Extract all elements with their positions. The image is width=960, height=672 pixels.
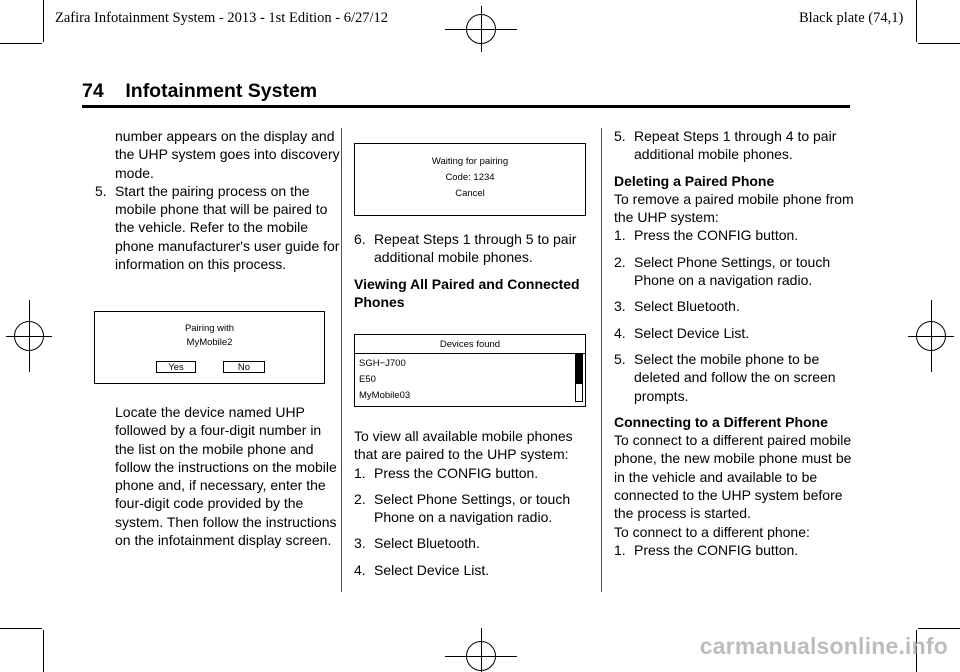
list-item (614, 253, 854, 290)
list-number: 5. (614, 350, 626, 367)
screen-title: Devices found (439, 339, 501, 350)
screen-title: Pairing with (184, 323, 235, 334)
list-item (614, 297, 854, 315)
column-1 (95, 127, 340, 273)
device-item[interactable]: SGH−J700 (359, 358, 406, 369)
list-text: Select Phone Settings, or touch Phone on a navigation radio. (634, 253, 831, 289)
subheading: Connecting to a Different Phone (614, 413, 828, 430)
paragraph: To remove a paired mobile phone from the UHP system: (614, 190, 854, 226)
list-number: 3. (354, 535, 366, 552)
crop-mark (918, 43, 960, 44)
list-item (614, 350, 854, 405)
list-number: 1. (354, 464, 366, 481)
no-button[interactable]: No (223, 361, 265, 373)
crop-mark (43, 630, 44, 672)
list-item (354, 490, 594, 527)
list-number: 1. (614, 227, 626, 244)
heading-rule (82, 105, 850, 108)
crop-mark (916, 0, 917, 42)
list-number: 6. (354, 231, 366, 247)
screen-device-name: MyMobile2 (186, 337, 233, 348)
column-2-lower (354, 427, 594, 579)
cancel-button[interactable]: Cancel (455, 188, 485, 199)
paragraph: To view all available mobile phones that are paired to the UHP system: (354, 428, 573, 463)
list-item (354, 230, 594, 267)
crop-mark (0, 43, 42, 44)
list-item (614, 226, 854, 244)
list-text: Select Bluetooth. (634, 298, 740, 315)
screen-divider (355, 353, 585, 354)
device-item[interactable]: MyMobile03 (359, 390, 411, 401)
paragraph: Locate the device named UHP followed by a four-digit number in the list on the mobile phone and follow the instructions on the mobile phone and, if necessary, enter the four-digit code provided by the system. Then follow the instructions on the infotainment display screen. (115, 404, 337, 549)
list-number: 2. (614, 253, 626, 270)
waiting-screen (354, 143, 586, 216)
list-item (354, 561, 594, 579)
paragraph: To connect to a different phone: (614, 523, 810, 540)
list-number: 1. (614, 541, 626, 558)
list-text: Press the CONFIG button. (634, 227, 799, 244)
list-number: 3. (614, 298, 626, 315)
list-text: Select the mobile phone to be deleted and follow the on screen prompts. (634, 350, 836, 404)
column-1-lower (115, 403, 340, 549)
watermark: carmanualsonline.info (699, 633, 948, 659)
registration-mark (931, 300, 932, 372)
paragraph: To connect to a different paired mobile phone, the new mobile phone must be in the vehicle and available to be connected to the UHP system before the process is started. (614, 432, 852, 522)
yes-button[interactable]: Yes (156, 361, 196, 373)
crop-mark (43, 0, 44, 42)
devices-found-screen (354, 334, 586, 407)
crop-mark (0, 628, 42, 629)
pairing-screen (94, 311, 325, 384)
list-text: Repeat Steps 1 through 4 to pair additional mobile phones. (634, 128, 837, 163)
screen-line: Code: 1234 (445, 172, 495, 183)
registration-mark (29, 300, 30, 372)
list-text: Repeat Steps 1 through 5 to pair additional mobile phones. (374, 231, 577, 266)
column-divider (601, 128, 602, 592)
list-item (95, 182, 340, 273)
list-item (614, 541, 854, 559)
page-title: 74 Infotainment System (82, 80, 318, 102)
list-text: Select Device List. (634, 324, 750, 341)
paragraph: number appears on the display and the UHP system goes into discovery mode. (115, 128, 340, 181)
list-number: 2. (354, 490, 366, 507)
subheading: Viewing All Paired and Connected Phones (354, 275, 580, 310)
column-3 (614, 127, 854, 559)
list-text: Select Bluetooth. (374, 535, 480, 552)
list-text: Start the pairing process on the mobile phone that will be paired to the vehicle. Refer to the mobile phone manufacturer's user guide for information on this process. (115, 182, 340, 273)
scrollbar[interactable] (575, 354, 583, 402)
list-item (354, 534, 594, 552)
list-item (614, 324, 854, 342)
list-number: 4. (354, 561, 366, 578)
crop-mark (918, 628, 960, 629)
list-item (354, 464, 594, 482)
scrollbar-thumb[interactable] (576, 355, 582, 384)
column-2 (354, 230, 594, 311)
registration-mark (481, 6, 482, 52)
list-number: 5. (95, 182, 107, 199)
list-number: 4. (614, 324, 626, 341)
print-header-left: Zafira Infotainment System - 2013 - 1st Edition - 6/27/12 (55, 10, 389, 26)
device-item[interactable]: E50 (359, 374, 376, 385)
list-item (614, 127, 854, 164)
list-text: Select Device List. (374, 561, 490, 578)
registration-mark (481, 628, 482, 672)
print-header-right: Black plate (74,1) (799, 10, 904, 26)
screen-line: Waiting for pairing (431, 156, 509, 167)
list-text: Select Phone Settings, or touch Phone on a navigation radio. (374, 490, 571, 526)
subheading: Deleting a Paired Phone (614, 172, 775, 189)
column-divider (341, 128, 342, 592)
list-text: Press the CONFIG button. (374, 464, 539, 481)
list-text: Press the CONFIG button. (634, 541, 799, 558)
list-number: 5. (614, 128, 626, 144)
